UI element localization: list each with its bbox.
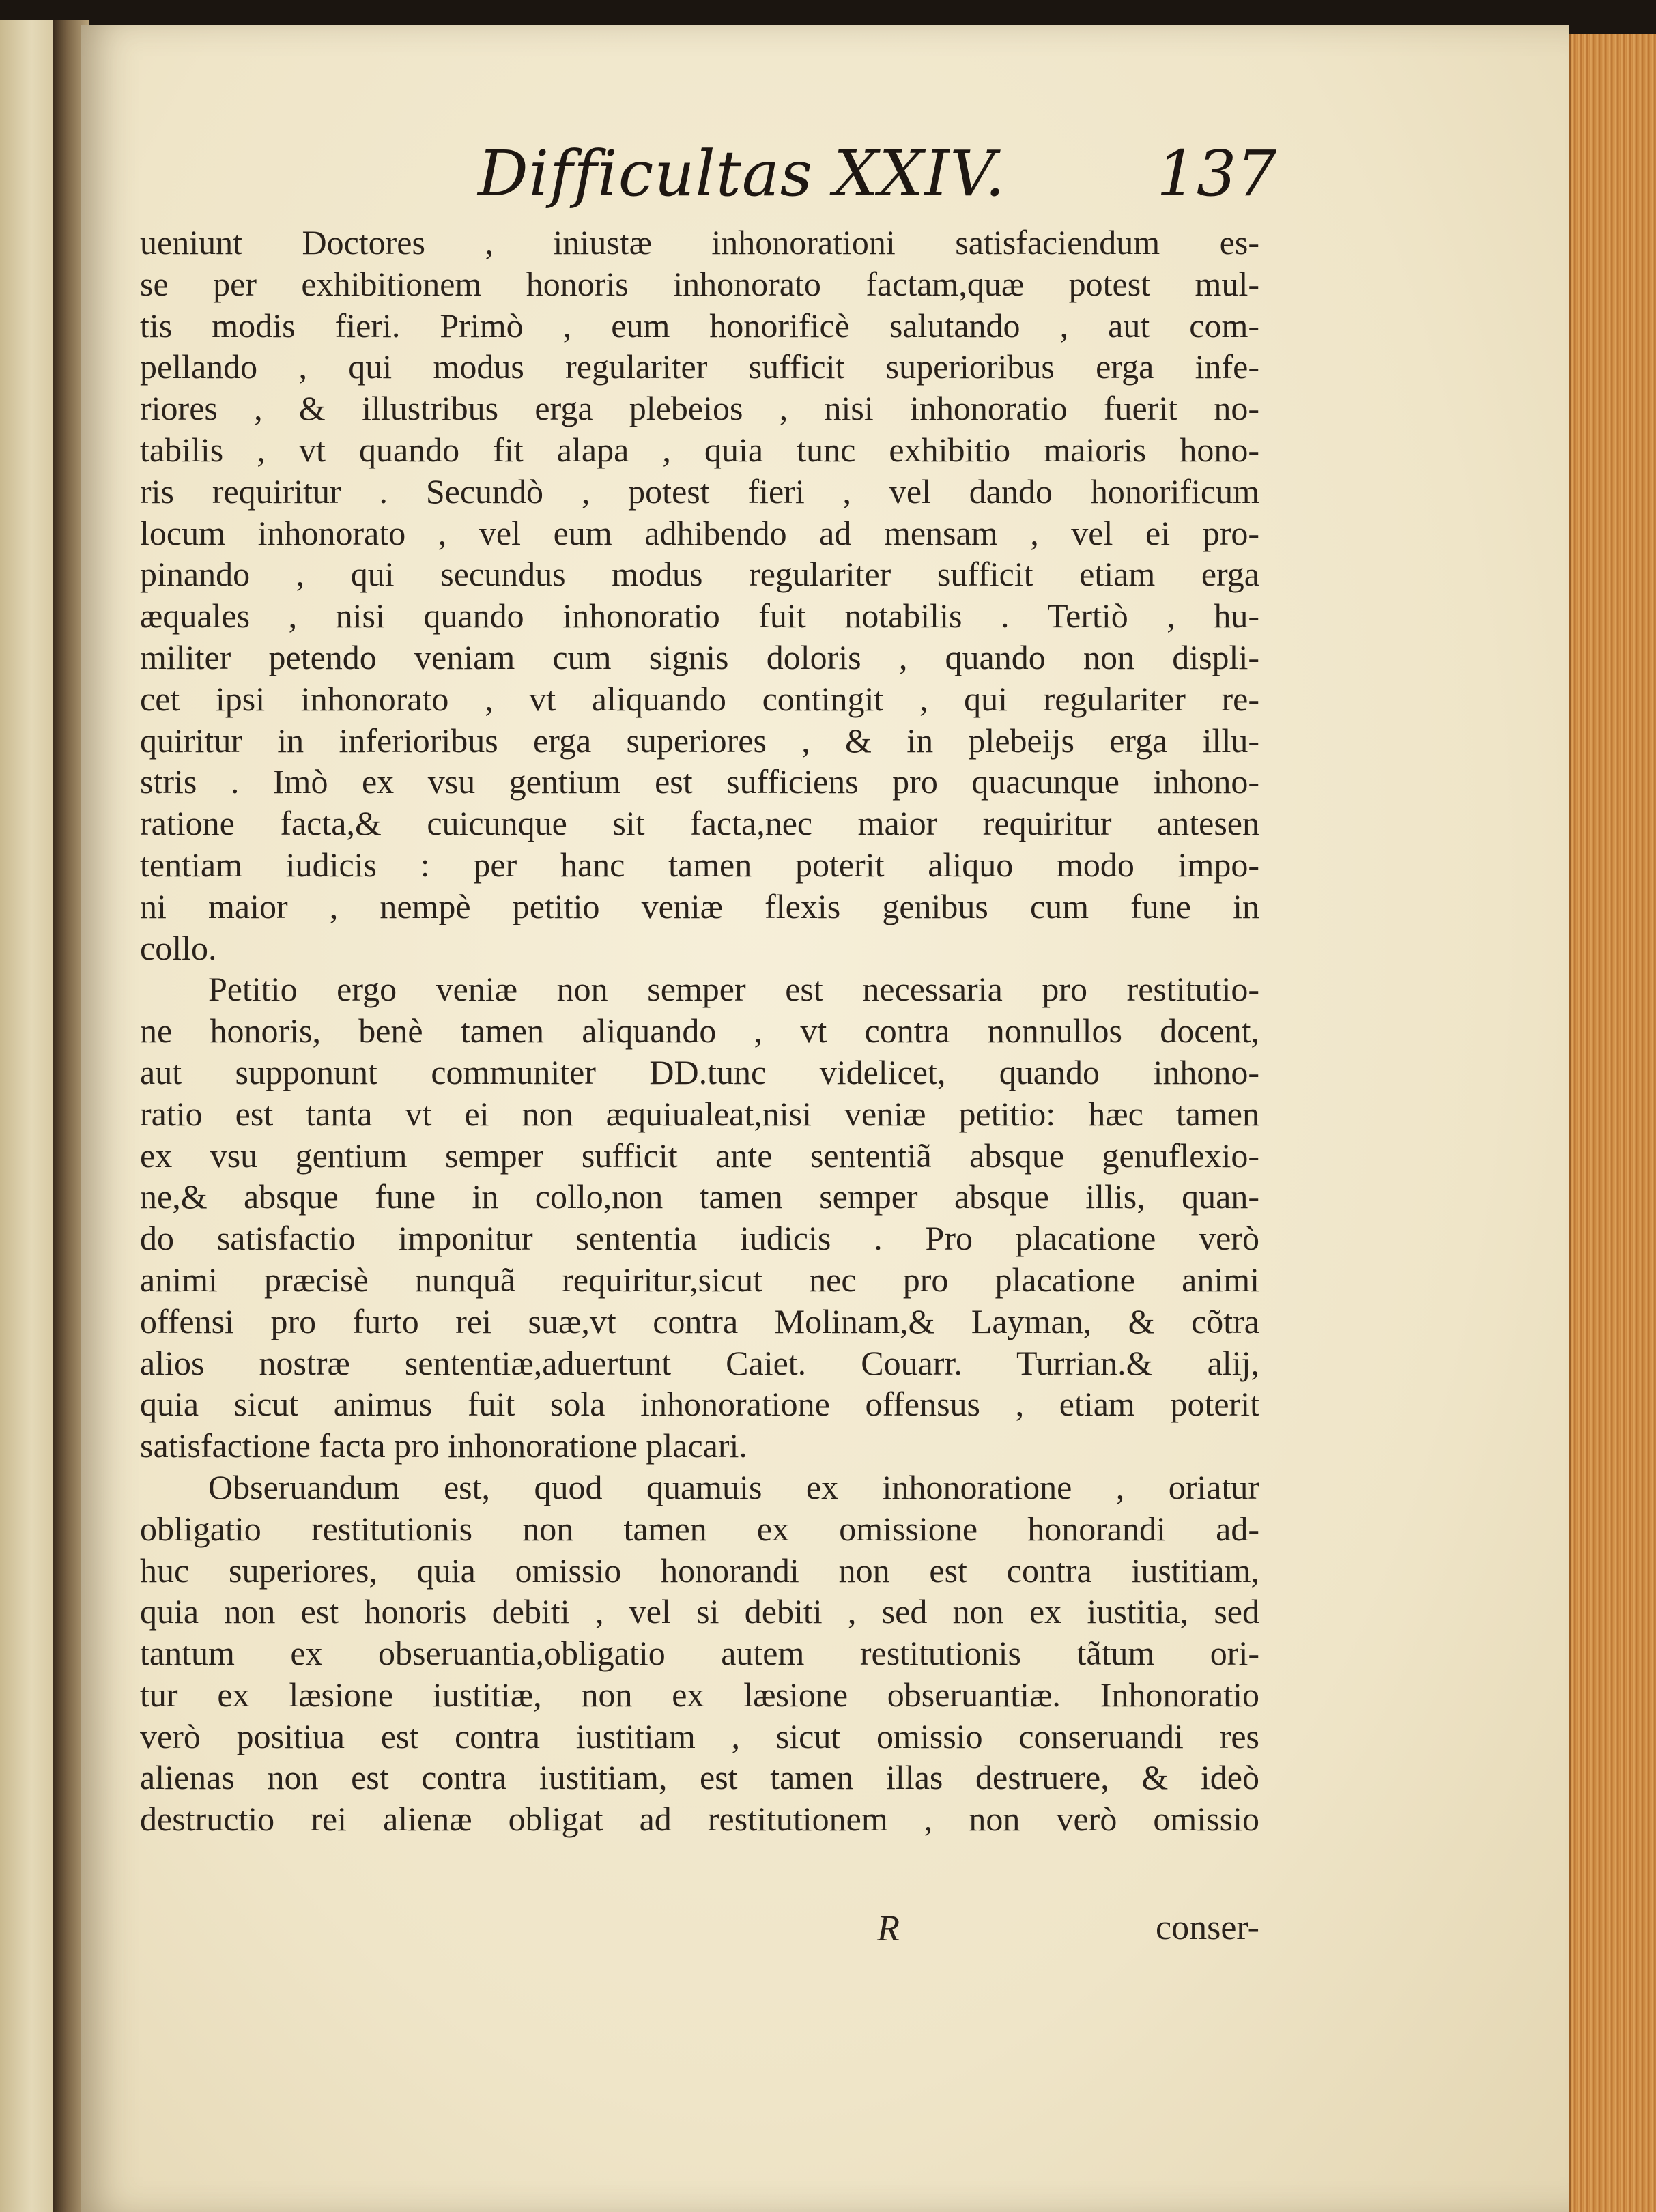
text-line: obligatio restitutionis non tamen ex omissione honorandi ad-	[140, 1509, 1259, 1548]
text-line: ratione facta,& cuicunque sit facta,nec maior requiritur antesen	[140, 804, 1259, 843]
running-title: Difficultas XXIV.	[478, 137, 1006, 210]
text-line: ne,& absque fune in collo,non tamen semper absque illis, quan-	[140, 1177, 1259, 1216]
text-line: cet ipsi inhonorato , vt aliquando contingit , qui regulariter re-	[140, 679, 1259, 718]
text-line: locum inhonorato , vel eum adhibendo ad mensam , vel ei pro-	[140, 513, 1259, 552]
text-line: verò positiua est contra iustitiam , sicut omissio conseruandi res	[140, 1717, 1259, 1755]
page-header	[478, 133, 1276, 215]
text-line: do satisfactio imponitur sententia iudicis . Pro placatione verò	[140, 1219, 1259, 1258]
text-line: animi præcisè nunquã requiritur,sicut nec pro placatione animi	[140, 1260, 1259, 1299]
text-line: tantum ex obseruantia,obligatio autem restitutionis tãtum ori-	[140, 1634, 1259, 1673]
text-line: collo.	[140, 928, 217, 967]
text-line: satisfactione facta pro inhonoratione placari.	[140, 1426, 747, 1465]
catchword: conser-	[1156, 1908, 1259, 1947]
text-line: tabilis , vt quando fit alapa , quia tunc exhibitio maioris hono-	[140, 430, 1259, 469]
text-line: pellando , qui modus regulariter sufficit superioribus erga infe-	[140, 347, 1259, 386]
text-line: Petitio ergo veniæ non semper est necessaria pro restitutio-	[208, 970, 1259, 1009]
text-line: tis modis fieri. Primò , eum honorificè salutando , aut com-	[140, 306, 1259, 345]
text-line: Obseruandum est, quod quamuis ex inhonoratione , oriatur	[208, 1467, 1259, 1506]
text-line: offensi pro furto rei suæ,vt contra Molinam,& Layman, & cõtra	[140, 1302, 1259, 1340]
body-text	[140, 222, 1259, 1840]
text-line: militer petendo veniam cum signis doloris , quando non displi-	[140, 637, 1259, 676]
text-line: ratio est tanta vt ei non æquiualeat,nisi veniæ petitio: hæc tamen	[140, 1094, 1259, 1133]
text-line: se per exhibitionem honoris inhonorato factam,quæ potest mul-	[140, 264, 1259, 303]
page-footer	[140, 1904, 1259, 1952]
text-line: æquales , nisi quando inhonoratio fuit notabilis . Tertiò , hu-	[140, 597, 1259, 635]
text-line: tur ex læsione iustitiæ, non ex læsione obseruantiæ. Inhonoratio	[140, 1675, 1259, 1714]
text-line: quia non est honoris debiti , vel si debiti , sed non ex iustitia, sed	[140, 1592, 1259, 1631]
text-line: ueniunt Doctores , iniustæ inhonorationi satisfaciendum es-	[140, 223, 1259, 261]
text-line: tentiam iudicis : per hanc tamen poterit aliquo modo impo-	[140, 845, 1259, 884]
signature-mark: R	[877, 1908, 900, 1949]
text-line: ne honoris, benè tamen aliquando , vt contra nonnullos docent,	[140, 1011, 1259, 1050]
text-line: quiritur in inferioribus erga superiores , & in plebeijs erga illu-	[140, 721, 1259, 760]
text-line: alienas non est contra iustitiam, est tamen illas destruere, & ideò	[140, 1758, 1259, 1797]
text-line: alios nostræ sententiæ,aduertunt Caiet. Couarr. Turrian.& alij,	[140, 1343, 1259, 1382]
text-line: riores , & illustribus erga plebeios , nisi inhonoratio fuerit no-	[140, 389, 1259, 428]
text-line: huc superiores, quia omissio honorandi non est contra iustitiam,	[140, 1551, 1259, 1590]
text-line: aut supponunt communiter DD.tunc videlicet, quando inhono-	[140, 1052, 1259, 1091]
text-line: quia sicut animus fuit sola inhonoratione offensus , etiam poterit	[140, 1385, 1259, 1424]
text-line: stris . Imò ex vsu gentium est sufficiens pro quacunque inhono-	[140, 762, 1259, 801]
text-line: destructio rei alienæ obligat ad restitutionem , non verò omissio	[140, 1800, 1259, 1839]
text-line: pinando , qui secundus modus regulariter sufficit etiam erga	[140, 555, 1259, 594]
page-number: 137	[1156, 137, 1276, 210]
text-line: ni maior , nempè petitio veniæ flexis genibus cum fune in	[140, 887, 1259, 925]
text-line: ris requiritur . Secundò , potest fieri , vel dando honorificum	[140, 472, 1259, 511]
text-line: ex vsu gentium semper sufficit ante sententiã absque genuflexio-	[140, 1136, 1259, 1175]
page-fore-edge	[1569, 34, 1656, 2212]
